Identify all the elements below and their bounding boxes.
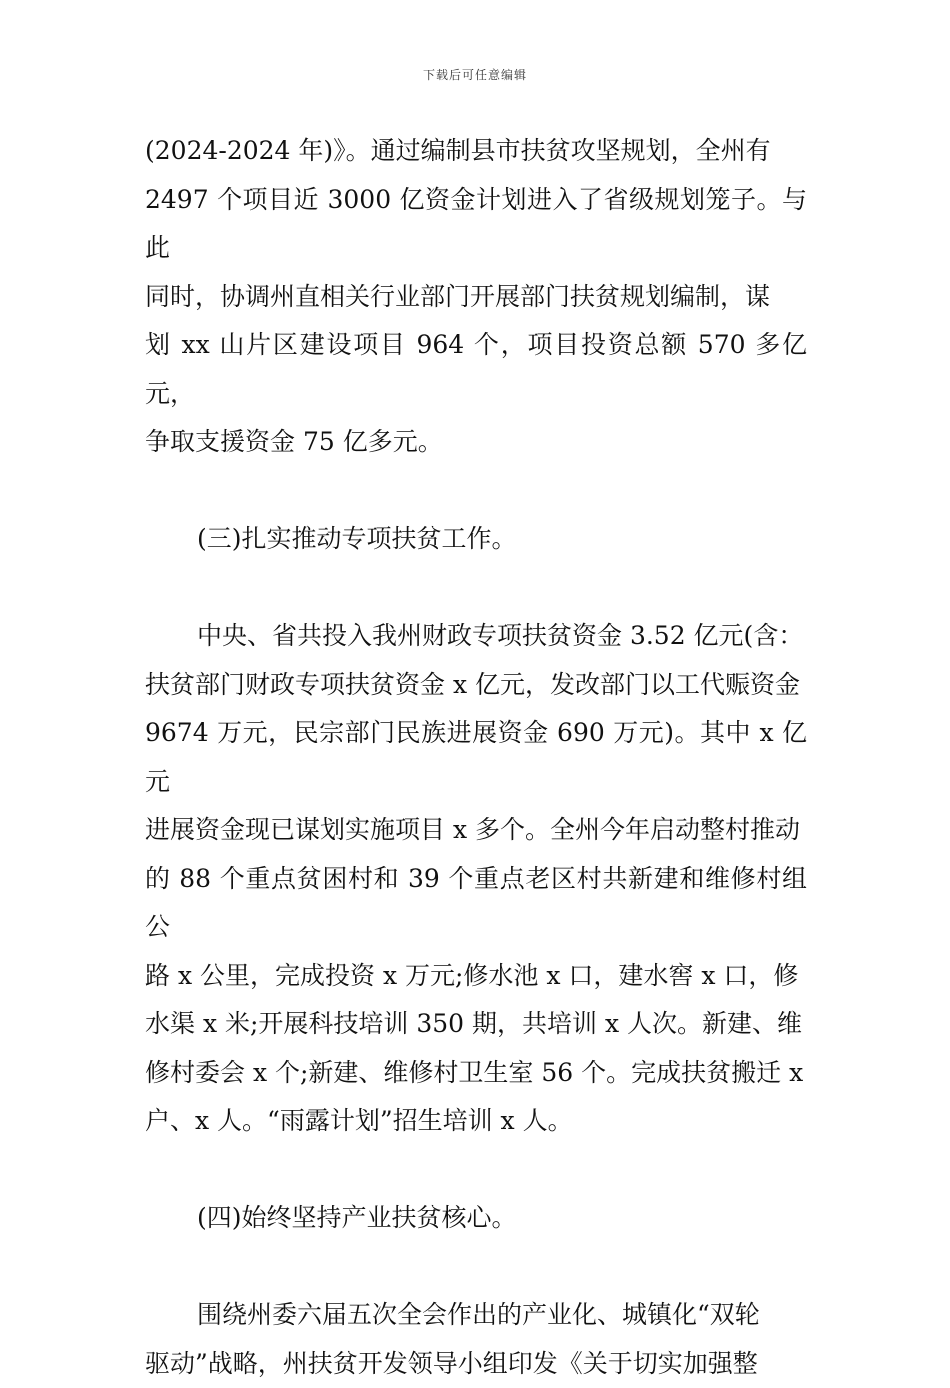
paragraph-dual-drive-strategy xyxy=(145,1291,807,1388)
text-line: 户、x 人。“雨露计划”招生培训 x 人。 xyxy=(145,1097,807,1146)
text-line: 进展资金现已谋划实施项目 x 多个。全州今年启动整村推动 xyxy=(145,806,807,855)
text-line: 驱动”战略，州扶贫开发领导小组印发《关于切实加强整 xyxy=(145,1340,807,1388)
text-line: 9674 万元，民宗部门民族进展资金 690 万元)。其中 x 亿元 xyxy=(145,709,807,806)
text-line: 水渠 x 米;开展科技培训 350 期，共培训 x 人次。新建、维 xyxy=(145,1000,807,1049)
section-heading-three xyxy=(145,515,807,564)
text-line: 2497 个项目近 3000 亿资金计划进入了省级规划笼子。与此 xyxy=(145,176,807,273)
text-line: 扶贫部门财政专项扶贫资金 x 亿元，发改部门以工代赈资金 xyxy=(145,661,807,710)
paragraph-planning-summary xyxy=(145,127,807,467)
page-header: 下载后可任意编辑 xyxy=(0,66,950,83)
paragraph-special-poverty-funds xyxy=(145,612,807,1146)
heading-text: (四)始终坚持产业扶贫核心。 xyxy=(197,1203,517,1232)
text-line: 争取支援资金 75 亿多元。 xyxy=(145,418,807,467)
text-line: (2024-2024 年)》。通过编制县市扶贫攻坚规划，全州有 xyxy=(145,127,807,176)
text-line: 修村委会 x 个;新建、维修村卫生室 56 个。完成扶贫搬迁 x xyxy=(145,1049,807,1098)
paragraph-spacer xyxy=(145,1243,807,1292)
text-line: 中央、省共投入我州财政专项扶贫资金 3.52 亿元(含： xyxy=(145,612,807,661)
paragraph-spacer xyxy=(145,564,807,613)
section-heading-four xyxy=(145,1194,807,1243)
text-line: 的 88 个重点贫困村和 39 个重点老区村共新建和维修村组公 xyxy=(145,855,807,952)
paragraph-spacer xyxy=(145,467,807,516)
text-line: 同时，协调州直相关行业部门开展部门扶贫规划编制，谋 xyxy=(145,273,807,322)
paragraph-spacer xyxy=(145,1146,807,1195)
document-body xyxy=(145,127,807,1388)
heading-text: (三)扎实推动专项扶贫工作。 xyxy=(197,524,517,553)
text-line: 路 x 公里，完成投资 x 万元;修水池 x 口，建水窖 x 口，修 xyxy=(145,952,807,1001)
text-line: 围绕州委六届五次全会作出的产业化、城镇化“双轮 xyxy=(145,1291,807,1340)
text-line: 划 xx 山片区建设项目 964 个，项目投资总额 570 多亿元， xyxy=(145,321,807,418)
